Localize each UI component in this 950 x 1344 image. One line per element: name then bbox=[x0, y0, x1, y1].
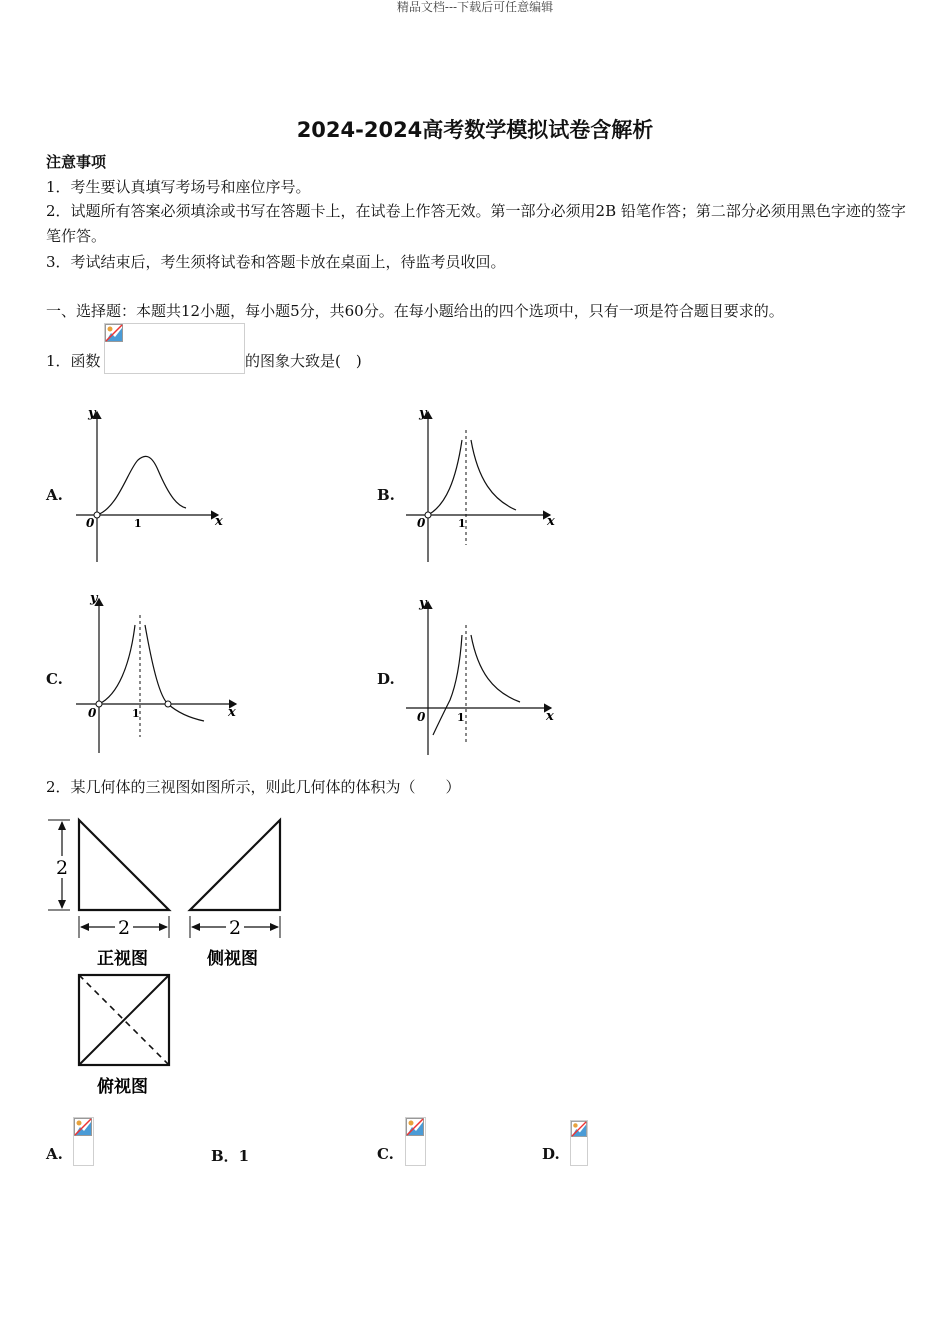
q1-formula-image bbox=[104, 323, 245, 374]
q1-option-b-label: B. bbox=[377, 486, 395, 504]
q2-three-views bbox=[40, 810, 300, 1100]
tick-label: 1 bbox=[134, 517, 142, 530]
broken-image-icon bbox=[105, 324, 123, 342]
notice-item-2: 2．试题所有答案必须填涂或书写在答题卡上，在试卷上作答无效。第一部分必须用2B 铅笔作答；第二部分必须用黑色字迹的签字笔作答。 bbox=[46, 202, 906, 245]
q1-suffix: 的图象大致是( ) bbox=[245, 352, 362, 370]
q1-graph-d bbox=[398, 590, 563, 760]
origin-label: 0 bbox=[88, 706, 97, 720]
origin-label: 0 bbox=[417, 710, 426, 724]
dim-arrow-up bbox=[58, 821, 66, 830]
notice-item-1: 1．考生要认真填写考场号和座位序号。 bbox=[46, 178, 311, 196]
top-view-solid-diagonal bbox=[79, 975, 169, 1065]
curve-right bbox=[471, 440, 516, 510]
open-point-root bbox=[165, 701, 171, 707]
broken-image-icon bbox=[74, 1118, 92, 1136]
curve bbox=[97, 456, 186, 515]
side-view-triangle bbox=[190, 820, 280, 910]
front-dim-arrow-left bbox=[80, 923, 89, 931]
q2-option-c-image bbox=[405, 1117, 426, 1166]
side-dim-arrow-left bbox=[191, 923, 200, 931]
q2-option-c-label: C. bbox=[377, 1145, 394, 1163]
side-view-label: 侧视图 bbox=[207, 949, 258, 969]
q1-prefix: 1．函数 bbox=[46, 352, 101, 370]
q1-graph-a bbox=[68, 400, 228, 565]
notice-heading: 注意事项 bbox=[46, 153, 107, 171]
front-dim-arrow-right bbox=[159, 923, 168, 931]
dim-arrow-down bbox=[58, 900, 66, 909]
open-point bbox=[425, 512, 431, 518]
side-dim-label: 2 bbox=[229, 917, 242, 939]
q1-option-a-label: A. bbox=[46, 486, 63, 504]
open-point-origin bbox=[96, 701, 102, 707]
x-label: x bbox=[547, 514, 555, 529]
curve-right bbox=[145, 625, 204, 721]
page-title: 2024-2024高考数学模拟试卷含解析 bbox=[296, 118, 654, 142]
q2-option-b-label: B．1 bbox=[211, 1147, 250, 1165]
x-label: x bbox=[546, 709, 554, 724]
y-label: y bbox=[419, 596, 427, 611]
top-view-label: 俯视图 bbox=[97, 1077, 148, 1097]
q2-option-a-label: A. bbox=[46, 1145, 63, 1163]
page-header: 精品文档---下载后可任意编辑 bbox=[396, 0, 554, 14]
curve-right bbox=[471, 635, 520, 702]
q1-option-d-label: D. bbox=[377, 670, 395, 688]
y-label: y bbox=[88, 406, 96, 421]
broken-image-icon bbox=[406, 1118, 424, 1136]
front-dim-label: 2 bbox=[118, 917, 131, 939]
front-view-triangle bbox=[79, 820, 169, 910]
origin-label: 0 bbox=[417, 516, 426, 530]
section-heading: 一、选择题：本题共12小题，每小题5分，共60分。在每小题给出的四个选项中，只有一项是符合题目要求的。 bbox=[46, 302, 784, 320]
notice-item-3: 3．考试结束后，考生须将试卷和答题卡放在桌面上，待监考员收回。 bbox=[46, 253, 506, 271]
dim-height-label: 2 bbox=[56, 857, 69, 879]
front-view-label: 正视图 bbox=[97, 949, 148, 969]
broken-image-icon bbox=[571, 1121, 587, 1137]
y-label: y bbox=[90, 591, 98, 606]
q1-graph-b bbox=[398, 400, 563, 565]
curve-left bbox=[99, 625, 135, 704]
q2-option-d-image bbox=[570, 1120, 588, 1166]
y-label: y bbox=[419, 406, 427, 421]
tick-label: 1 bbox=[132, 707, 140, 720]
tick-label: 1 bbox=[457, 711, 465, 724]
curve-left bbox=[428, 440, 462, 515]
x-label: x bbox=[228, 705, 236, 720]
q2-text: 2．某几何体的三视图如图所示，则此几何体的体积为（ ） bbox=[46, 778, 461, 796]
tick-label: 1 bbox=[458, 517, 466, 530]
origin-label: 0 bbox=[86, 516, 95, 530]
q1-graph-c bbox=[68, 585, 243, 755]
x-label: x bbox=[215, 514, 223, 529]
q1-option-c-label: C. bbox=[46, 670, 63, 688]
side-dim-arrow-right bbox=[270, 923, 279, 931]
q2-option-a-image bbox=[73, 1117, 94, 1166]
open-point bbox=[94, 512, 100, 518]
q2-option-d-label: D. bbox=[542, 1145, 560, 1163]
